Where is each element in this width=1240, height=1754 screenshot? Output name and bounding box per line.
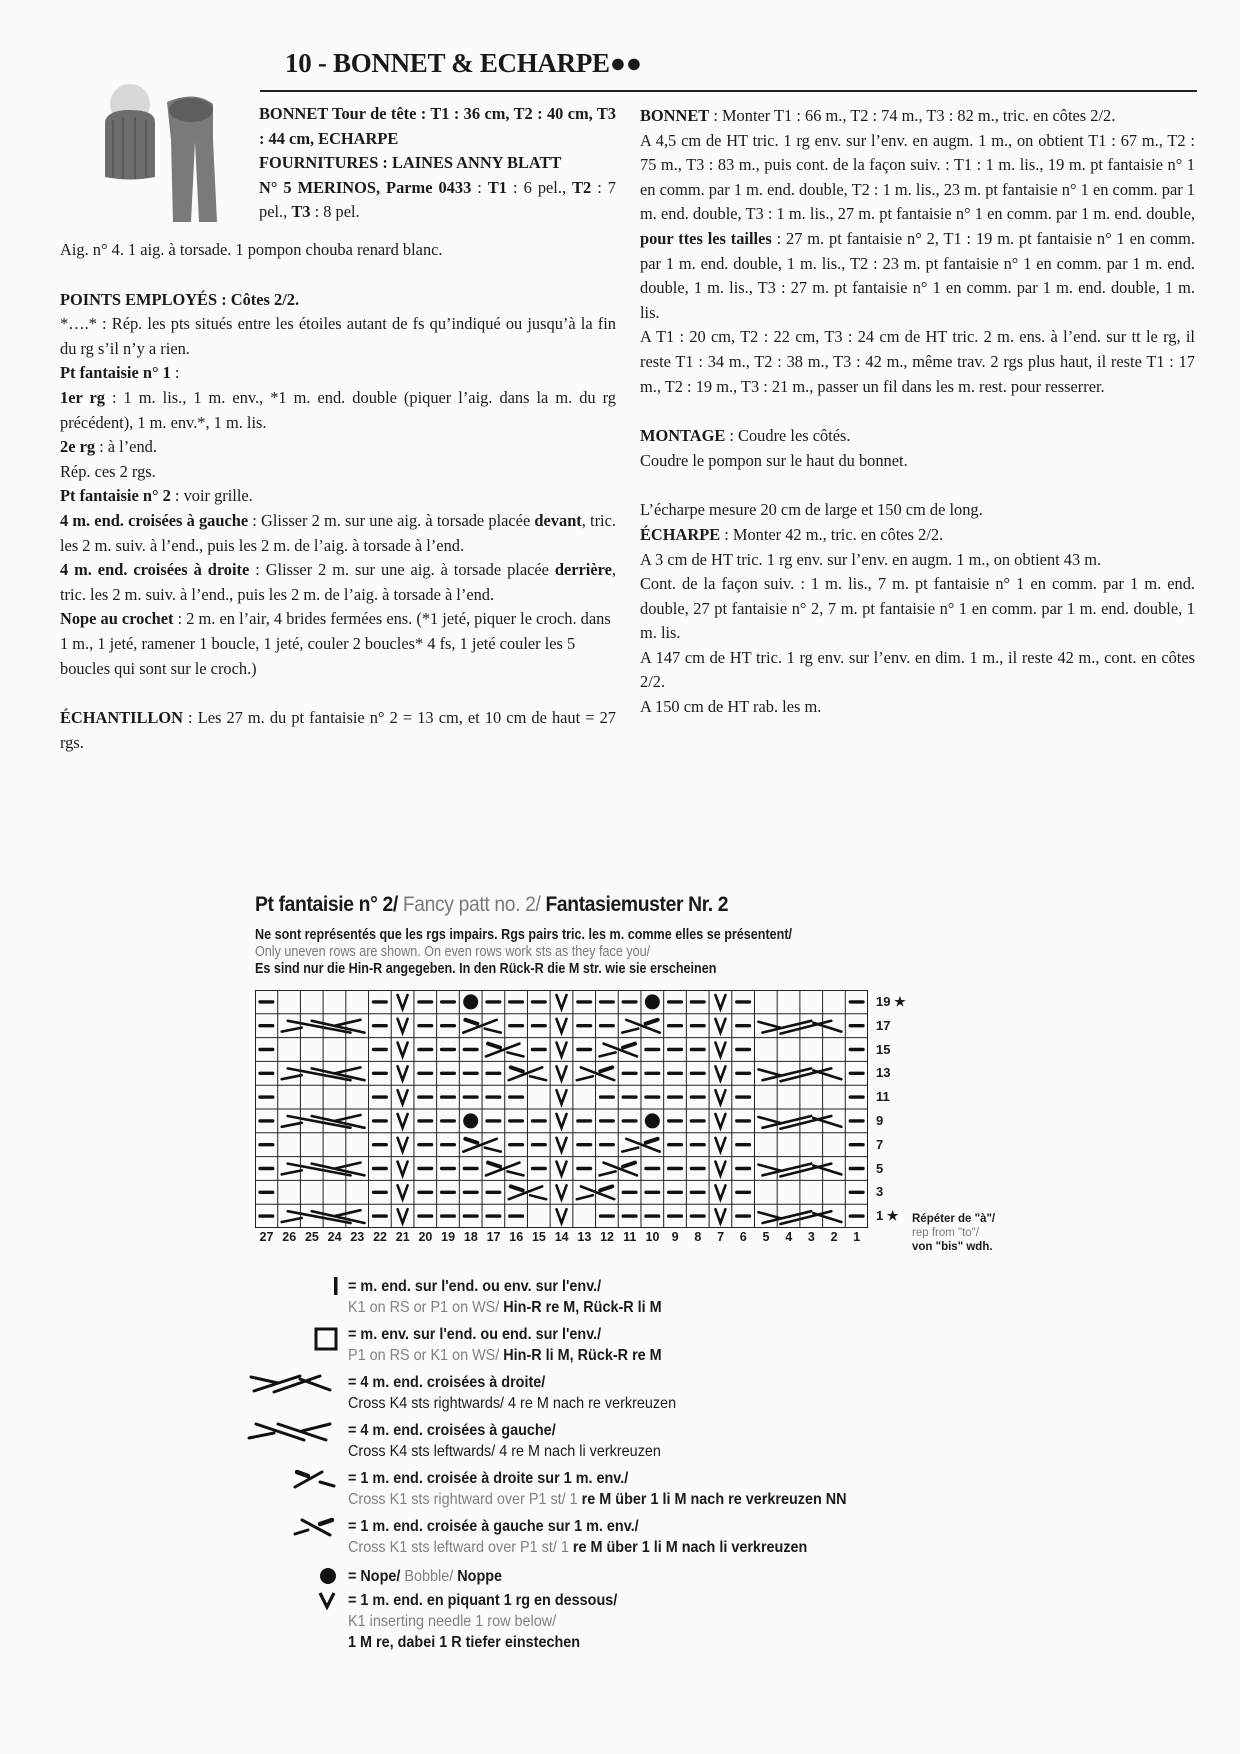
cable-right-desc: 4 m. end. croisées à droite : Glisser 2 m. sur une aig. à torsade placée derrière, tric. les 2 m. suiv. à l’end., puis les 2 m. de l’aig. à torsade à l’end.: [60, 560, 616, 604]
title-rule: [260, 90, 1197, 92]
repeat-rows: Rép. ces 2 rgs.: [60, 461, 156, 481]
page-title: [285, 48, 642, 79]
assembly-pompon: Coudre le pompon sur le haut du bonnet.: [640, 450, 908, 470]
column-number: 21: [395, 1230, 410, 1244]
legend-label-translation: Cross K1 sts rightward over P1 st/ 1 re M über 1 li M nach re verkreuzen NN: [348, 1491, 847, 1508]
row-number: 19 ★: [876, 993, 906, 1009]
column-number: 4: [785, 1230, 793, 1244]
chart-note: Ne sont représentés que les rgs impairs. Rgs pairs tric. les m. comme elles se présentent/ Only uneven rows are shown. On even rows work sts as they face you/ Es sind nur die Hin-R angegeben. In den Rück-R die M str. wie sie erscheinen: [255, 927, 793, 977]
scarf-p2: Cont. de la façon suiv. : 1 m. lis., 7 m. pt fantaisie n° 1 en comm. par 1 m. end. double, 27 pt fantaisie n° 2, 7 m. pt fantaisie n° 1 en comm. par 1 m. end. double, 1 m. lis.: [640, 574, 1195, 643]
column-number: 24: [327, 1230, 342, 1244]
column-number: 15: [531, 1230, 546, 1244]
legend-label-fr: = m. end. sur l'end. ou env. sur l'env./: [348, 1278, 602, 1295]
v-stitch-icon: [318, 1590, 336, 1615]
column-number: 26: [282, 1230, 297, 1244]
scarf-cast-on: ÉCHARPE : Monter 42 m., tric. en côtes 2/2.: [640, 524, 944, 544]
assembly: MONTAGE : Coudre les côtés.: [640, 426, 851, 446]
legend-label-fr: = Nope/ Bobble/ Noppe: [348, 1568, 503, 1585]
scarf-p3: A 147 cm de HT tric. 1 rg env. sur l’env. en dim. 1 m., il reste 42 m., cont. en côtes 2/2.: [640, 647, 1195, 692]
legend-label-translation: Cross K4 sts rightwards/ 4 re M nach re verkreuzen: [348, 1395, 677, 1412]
column-number: 7: [717, 1230, 725, 1244]
column-number: 9: [671, 1230, 679, 1244]
product-photo: [95, 82, 235, 232]
bonnet-body: A 4,5 cm de HT tric. 1 rg env. sur l’env. en augm. 1 m., on obtient T1 : 67 m., T2 : 75 m., T3 : 83 m., puis cont. de la façon suiv. : T1 : 1 m. lis., 19 m. pt fantaisie n° 1 en comm. par 1 m. end. double, T2 : 1 m. lis., 23 m. pt fantaisie n° 1 en comm. par 1 m. end. double, T3 : 1 m. lis., 27 m. pt fantaisie n° 1 en comm. par 1 m. end. double, pour ttes les tailles : 27 m. pt fantaisie n° 2, T1 : 19 m. pt fantaisie n° 1 en comm. par 1 m. end. double, 1 m. lis., T2 : 23 m. pt fantaisie n° 1 en comm. par 1 m. end. double, 1 m. lis., T3 : 27 m. pt fantaisie n° 1 en comm. par 1 m. end. double, 1 m. lis.: [640, 130, 1195, 322]
column-number: 27: [259, 1230, 274, 1244]
row-number: 3: [876, 1184, 884, 1200]
bobble-icon: [318, 1566, 338, 1591]
cable-left-icon: [246, 1420, 336, 1447]
supplies: FOURNITURES : LAINES ANNY BLATT: [259, 153, 562, 173]
legend-label-fr: = 1 m. end. croisée à gauche sur 1 m. env./: [348, 1518, 639, 1535]
row-number: 13: [876, 1065, 891, 1081]
column-number: 2: [830, 1230, 838, 1244]
left-column: [60, 238, 616, 755]
column-number: 17: [486, 1230, 501, 1244]
title-text: 10 - BONNET & ECHARPE: [285, 48, 610, 78]
legend-label-fr: = 4 m. end. croisées à droite/: [348, 1374, 546, 1391]
bonnet-decrease: A T1 : 20 cm, T2 : 22 cm, T3 : 24 cm de HT tric. 2 m. ens. à l’end. sur tt le rg, il reste T1 : 34 m., T2 : 38 m., T3 : 42 m., même trav. 2 rgs plus haut, il reste T1 : 17 m., T2 : 19 m., T3 : 21 m., passer un fil dans les m. rest. pour resserrer.: [640, 327, 1195, 396]
right-column: [640, 104, 1195, 720]
fancy2: Pt fantaisie n° 2 : voir grille.: [60, 486, 253, 506]
column-number: 19: [441, 1230, 456, 1244]
scarf-p4: A 150 cm de HT rab. les m.: [640, 697, 822, 717]
legend-label-translation: Cross K4 sts leftwards/ 4 re M nach li verkreuzen: [348, 1443, 661, 1460]
column-number: 16: [509, 1230, 524, 1244]
difficulty-dots-icon: ●●: [609, 48, 642, 78]
column-number: 1: [853, 1230, 861, 1244]
column-number: 8: [694, 1230, 702, 1244]
legend-label-fr: = 1 m. end. en piquant 1 rg en dessous/: [348, 1592, 618, 1609]
legend-label-translation: K1 on RS or P1 on WS/ Hin-R re M, Rück-R li M: [348, 1299, 662, 1316]
column-number: 12: [600, 1230, 614, 1244]
nope-desc: Nope au crochet : 2 m. en l’air, 4 brides fermées ens. (*1 jeté, piquer le croch. dans 1 m., 1 jeté, ramener 1 boucle, 1 jeté, couler 2 boucles* 4 fs, 1 jeté couler les 5 boucles qui sont sur le croch.): [60, 609, 611, 678]
empty-square-icon: [314, 1327, 338, 1356]
row-number: 11: [876, 1089, 890, 1105]
row-number: 17: [876, 1017, 891, 1033]
gauge: ÉCHANTILLON : Les 27 m. du pt fantaisie n° 2 = 13 cm, et 10 cm de haut = 27 rgs.: [60, 708, 616, 752]
scarf-p1: A 3 cm de HT tric. 1 rg env. sur l’env. en augm. 1 m., on obtient 43 m.: [640, 549, 1102, 569]
cable-right-icon: [248, 1372, 334, 1399]
column-numbers: [255, 1230, 868, 1246]
column-number: 18: [463, 1230, 478, 1244]
column-number: 25: [304, 1230, 319, 1244]
twist-left-icon: [292, 1516, 338, 1543]
row-number: 9: [876, 1112, 884, 1128]
column-number: 10: [645, 1230, 660, 1244]
cable-left-desc: 4 m. end. croisées à gauche : Glisser 2 m. sur une aig. à torsade placée devant, tric. les 2 m. suiv. à l’end., puis les 2 m. de l’aig. à torsade à l’end.: [60, 510, 616, 555]
legend-label-translation: K1 inserting needle 1 row below/ 1 M re, dabei 1 R tiefer einstechen: [348, 1613, 581, 1651]
knitting-chart-grid: [255, 990, 868, 1228]
fancy1-row2: 2e rg : à l’end.: [60, 437, 157, 457]
stitches-heading: POINTS EMPLOYÉS : Côtes 2/2.: [60, 289, 300, 309]
bonnet-cast-on: BONNET : Monter T1 : 66 m., T2 : 74 m., T3 : 82 m., tric. en côtes 2/2.: [640, 106, 1116, 125]
legend-label-fr: = m. env. sur l'end. ou end. sur l'env./: [348, 1326, 602, 1343]
chart-title: Pt fantaisie n° 2/ Fancy patt no. 2/ Fantasiemuster Nr. 2: [255, 893, 729, 916]
intro-block: [259, 102, 616, 225]
repeat-rule: *….* : Rép. les pts situés entre les étoiles autant de fs qu’indiqué ou jusqu’à la fin du rg s’il n’y a rien.: [60, 314, 616, 358]
yarn: N° 5 MERINOS, Parme 0433 : T1 : 6 pel., T2 : 7 pel., T3 : 8 pel.: [259, 177, 617, 222]
column-number: 3: [807, 1230, 815, 1244]
column-number: 11: [623, 1230, 637, 1244]
legend-label-translation: Cross K1 sts leftward over P1 st/ 1 re M über 1 li M nach li verkreuzen: [348, 1539, 808, 1556]
row-number: 15: [876, 1041, 891, 1057]
fancy1-title: Pt fantaisie n° 1 :: [60, 363, 180, 383]
legend-label-translation: P1 on RS or K1 on WS/ Hin-R li M, Rück-R re M: [348, 1347, 662, 1364]
row-number: 5: [876, 1160, 884, 1176]
repeat-note: Répéter de "à"/ rep from "to"/ von "bis" wdh.: [912, 1213, 996, 1253]
twist-right-icon: [292, 1468, 338, 1495]
row-number: 1 ★: [876, 1208, 899, 1224]
legend-label-fr: = 4 m. end. croisées à gauche/: [348, 1422, 556, 1439]
row-number: 7: [876, 1136, 884, 1152]
sizes: BONNET Tour de tête : T1 : 36 cm, T2 : 40 cm, T3 : 44 cm, ECHARPE: [259, 104, 616, 148]
legend-label-fr: = 1 m. end. croisée à droite sur 1 m. env./: [348, 1470, 629, 1487]
column-number: 20: [418, 1230, 433, 1244]
needles: Aig. n° 4. 1 aig. à torsade. 1 pompon chouba renard blanc.: [60, 240, 443, 259]
knit-bar-icon: [333, 1276, 339, 1301]
scarf-size: L’écharpe mesure 20 cm de large et 150 cm de long.: [640, 500, 983, 520]
fancy1-row1: 1er rg : 1 m. lis., 1 m. env., *1 m. end. double (piquer l’aig. dans la m. du rg précédent), 1 m. env.*, 1 m. lis.: [60, 387, 616, 432]
column-number: 14: [554, 1230, 569, 1244]
column-number: 5: [762, 1230, 770, 1244]
column-number: 23: [350, 1230, 365, 1244]
column-number: 13: [577, 1230, 592, 1244]
column-number: 6: [739, 1230, 747, 1244]
column-number: 22: [373, 1230, 387, 1244]
